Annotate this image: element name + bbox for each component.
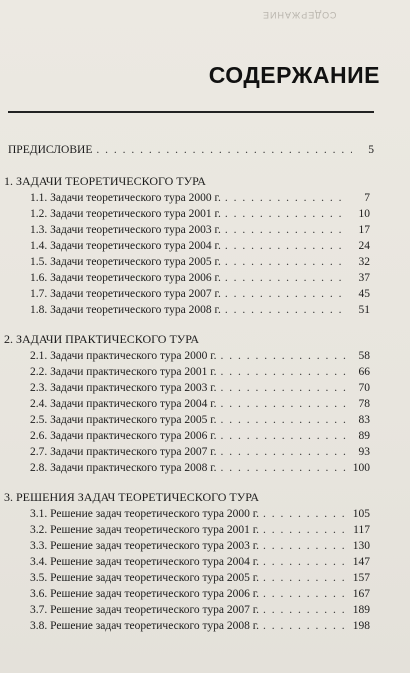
toc-section-2: 2. ЗАДАЧИ ПРАКТИЧЕСКОГО ТУРА xyxy=(4,332,200,346)
toc-item: 1.6. Задачи теоретического тура 2006 г. . . . 37 xyxy=(30,270,370,286)
toc-item: 3.8. Решение задач теоретического тура 2008 г. . . . 198 xyxy=(30,618,370,634)
leader-dots xyxy=(221,380,348,396)
leader-dots xyxy=(96,142,352,158)
title-rule xyxy=(8,111,374,113)
leader-dots xyxy=(263,506,348,522)
page-title: СОДЕРЖАНИЕ xyxy=(208,62,380,88)
toc-item: 1.1. Задачи теоретического тура 2000 г. . . . 7 xyxy=(30,190,370,206)
toc-item: 2.5. Задачи практического тура 2005 г. . . . 83 xyxy=(30,412,370,428)
leader-dots xyxy=(225,302,348,318)
toc-preface-label: ПРЕДИСЛОВИЕ xyxy=(8,144,93,156)
leader-dots xyxy=(221,396,348,412)
toc-item: 1.8. Задачи теоретического тура 2008 г. . . . 51 xyxy=(30,302,370,318)
toc-item: 2.7. Задачи практического тура 2007 г. . . . 93 xyxy=(30,444,370,460)
toc-item: 3.5. Решение задач теоретического тура 2005 г. . . . 157 xyxy=(30,570,370,586)
leader-dots xyxy=(225,286,348,302)
toc-item: 1.5. Задачи теоретического тура 2005 г. . . . 32 xyxy=(30,254,370,270)
toc-item: 3.1. Решение задач теоретического тура 2000 г. . . . 105 xyxy=(30,506,370,522)
toc-preface-page: 5 xyxy=(368,144,374,156)
leader-dots xyxy=(225,270,348,286)
leader-dots xyxy=(263,522,348,538)
leader-dots xyxy=(225,222,348,238)
leader-dots xyxy=(263,538,348,554)
toc-item: 2.2. Задачи практического тура 2001 г. . . . 66 xyxy=(30,364,370,380)
leader-dots xyxy=(221,460,348,476)
leader-dots xyxy=(221,364,348,380)
toc-item: 1.3. Задачи теоретического тура 2003 г. . . . 17 xyxy=(30,222,370,238)
toc-section-3: 3. РЕШЕНИЯ ЗАДАЧ ТЕОРЕТИЧЕСКОГО ТУРА xyxy=(4,490,260,504)
leader-dots xyxy=(263,554,348,570)
toc-preface xyxy=(8,142,374,158)
toc-item: 2.4. Задачи практического тура 2004 г. . . . 78 xyxy=(30,396,370,412)
toc-item: 3.6. Решение задач теоретического тура 2006 г. . . . 167 xyxy=(30,586,370,602)
leader-dots xyxy=(263,586,348,602)
leader-dots xyxy=(225,206,348,222)
leader-dots xyxy=(225,190,348,206)
leader-dots xyxy=(263,602,348,618)
toc-item: 3.7. Решение задач теоретического тура 2007 г. . . . 189 xyxy=(30,602,370,618)
toc-item: 2.3. Задачи практического тура 2003 г. . . . 70 xyxy=(30,380,370,396)
toc-item: 3.2. Решение задач теоретического тура 2001 г. . . . 117 xyxy=(30,522,370,538)
toc-section-1: 1. ЗАДАЧИ ТЕОРЕТИЧЕСКОГО ТУРА xyxy=(4,174,206,188)
toc-item: 1.2. Задачи теоретического тура 2001 г. . . . 10 xyxy=(30,206,370,222)
toc-item: 3.4. Решение задач теоретического тура 2004 г. . . . 147 xyxy=(30,554,370,570)
leader-dots xyxy=(263,618,348,634)
table-of-contents xyxy=(0,142,410,634)
toc-item: 1.4. Задачи теоретического тура 2004 г. . . . 24 xyxy=(30,238,370,254)
toc-item: 1.7. Задачи теоретического тура 2007 г. . . . 45 xyxy=(30,286,370,302)
leader-dots xyxy=(221,412,348,428)
toc-item: 3.3. Решение задач теоретического тура 2003 г. . . . 130 xyxy=(30,538,370,554)
leader-dots xyxy=(221,444,348,460)
leader-dots xyxy=(221,348,348,364)
leader-dots xyxy=(221,428,348,444)
toc-item: 2.6. Задачи практического тура 2006 г. . . . 89 xyxy=(30,428,370,444)
leader-dots xyxy=(263,570,348,586)
leader-dots xyxy=(225,254,348,270)
leader-dots xyxy=(225,238,348,254)
running-head-bleed-through: СОДЕРЖАНИЕ xyxy=(262,10,337,20)
toc-item: 2.8. Задачи практического тура 2008 г. . . . 100 xyxy=(30,460,370,476)
toc-item: 2.1. Задачи практического тура 2000 г. . . . 58 xyxy=(30,348,370,364)
